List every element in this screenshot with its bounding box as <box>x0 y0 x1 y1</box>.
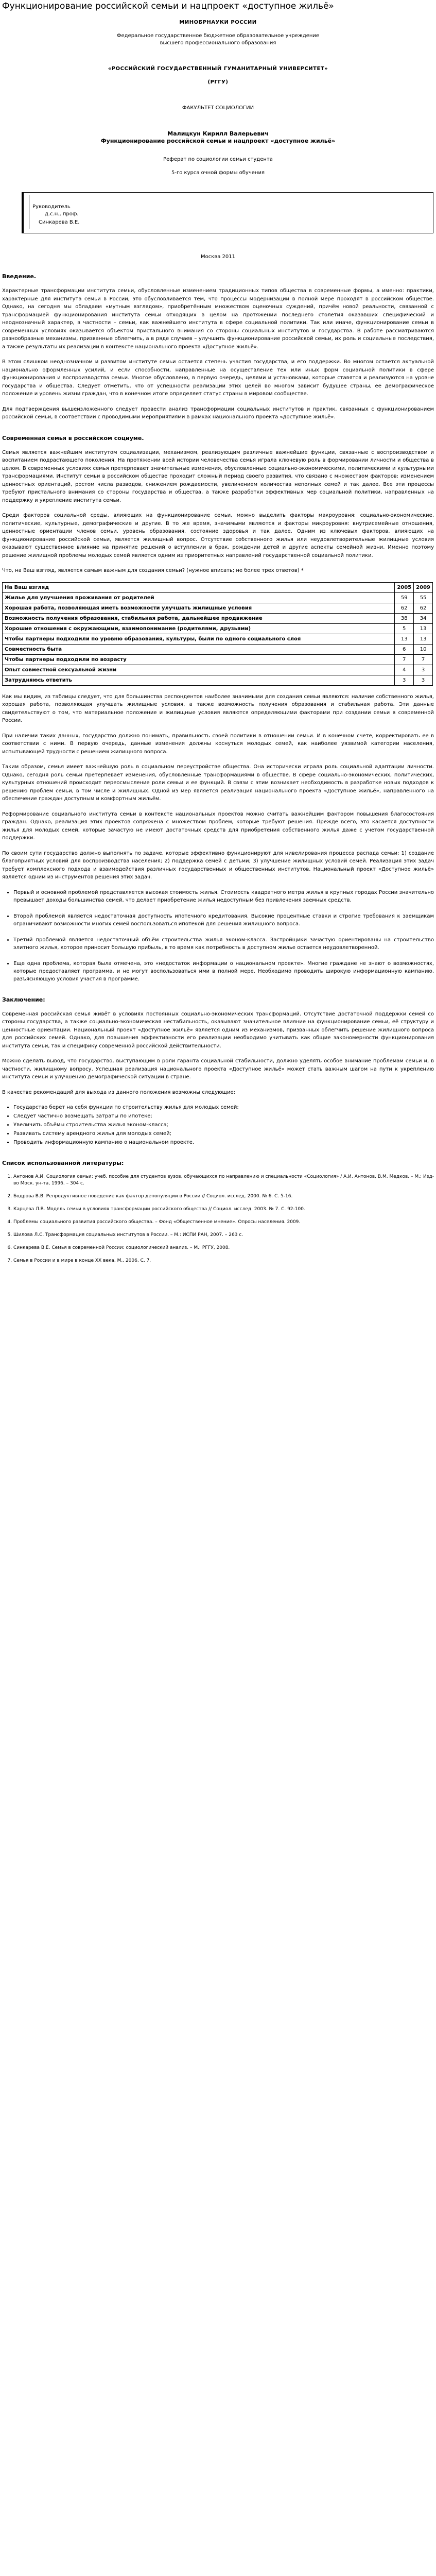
conclusion-paragraph-1: Современная российская семья живёт в условиях постоянных социально-экономических трансформаций. Отсутствие достаточной поддержки семей со стороны государства, а также социально-экономическая нестабильность, оказывают значительное влияние на функционирование семьи, её структуру и ценностные ориентации. Национальный проект «Доступное жильё» является одним из механизмов, призванных облегчить решение жилищного вопроса для российских семей. Однако, для повышения эффективности его реализации необходимо учитывать как общие закономерности функционирования института семьи, так и специфику современной российской действительности. <box>2 1011 434 1049</box>
list-item: • Увеличить объёмы строительства жилья эконом-класса; <box>13 1121 434 1129</box>
table-row <box>3 603 433 613</box>
table-cell-label: Чтобы партнеры подходили по возрасту <box>3 654 395 665</box>
table-cell-2005: 5 <box>395 623 414 634</box>
table-cell-label: Затрудняюсь ответить <box>3 675 395 685</box>
table-row <box>3 613 433 623</box>
table-cell-2009: 13 <box>414 634 433 644</box>
reference-item: 4. Проблемы социального развития российского общества. – Фонд «Общественное мнение». Опросы населения. 2009. <box>13 1219 434 1226</box>
university-name: «РОССИЙСКИЙ ГОСУДАРСТВЕННЫЙ ГУМАНИТАРНЫЙ УНИВЕРСИТЕТ» <box>108 66 328 72</box>
list-item: • Первый и основной проблемой представляется высокая стоимость жилья. Стоимость квадратного метра жилья в крупных городах России значительно превышает доходы большинства семей, что делает приобретение жилья недоступным без привлечения заемных средств. <box>13 889 434 904</box>
survey-table <box>2 582 433 686</box>
table-row <box>3 665 433 675</box>
conclusion-paragraph-2: Можно сделать вывод, что государство, выступающим в роли гаранта социальной стабильности, должно уделять особое внимание проблемам семьи и, в частности, жилищному вопросу. Успешная реализация национального проекта «Доступное жильё» может стать важным шагом на пути к укреплению института семьи и улучшению демографической ситуации в стране. <box>2 1058 434 1080</box>
reference-item: 6. Синкарева В.Е. Семья в современной России: социологический анализ. – М.: РГГУ, 2008. <box>13 1245 434 1251</box>
table-cell-label: Возможность получения образования, стабильная работа, дальнейшее продвижение <box>3 613 395 623</box>
intro-paragraph-2: В этом слишком неоднозначном и развитом институте семьи остается степень участия государства, и его поддержки. Во многом остается актуальной национально оформленных усилий, и если способности, направленные на осуществление тех или иных форм социальной политики в сфере функционирования и воспроизводства семьи. Многое обусловлено, в первую очередь, целями и установками, которые ставятся и реализуются на уровне государства и общества. Следует отметить, что от успешности реализации этих целей во многом зависит будущее страны, ее демографическое положение и уровень жизни граждан, что в конечном итоге определяет статус страны в мировом сообществе. <box>2 359 434 397</box>
table-cell-2005: 4 <box>395 665 414 675</box>
supervisor-inner <box>29 195 94 229</box>
table-cell-2005: 7 <box>395 654 414 665</box>
intro-paragraph-3: Для подтверждения вышеизложенного следует провести анализ трансформации социальных институтов и практик, связанных с функционированием российской семьи, в соответствии с проводимыми мероприятиями в рамках национального проекта «доступное жильё». <box>2 406 434 420</box>
reference-item: 5. Шилова Л.С. Трансформация социальных институтов в России. – М.: ИСПИ РАН, 2007. – 263 с. <box>13 1232 434 1239</box>
table-header-label: На Ваш взгляд <box>3 582 395 592</box>
table-cell-2009: 3 <box>414 665 433 675</box>
supervisor-signature: Синкарева В.Е. <box>39 219 80 225</box>
table-cell-2005: 38 <box>395 613 414 623</box>
ministry-name: МИНОБРНАУКИ РОССИИ <box>179 20 257 25</box>
table-row <box>3 644 433 654</box>
agency-line-1: Федеральное государственное бюджетное образовательное учреждение <box>116 33 320 39</box>
survey-question: Что, на Ваш взгляд, является самым важным для создания семьи? (нужное вписать; не более трех ответов) * <box>2 568 304 573</box>
table-header-year-2005: 2005 <box>395 582 414 592</box>
faculty-name: ФАКУЛЬТЕТ СОЦИОЛОГИИ <box>182 105 254 111</box>
supervisor-label: Руководитель <box>32 204 71 210</box>
list-item: • Третий проблемой является недостаточный объём строительства жилья эконом-класса. Застройщики зачастую ориентированы на строительство элитного жилья, которое приносит большую прибыль, в то время как потребность в доступном жилье остается неудовлетворенной. <box>13 936 434 952</box>
table-cell-2005: 62 <box>395 603 414 613</box>
table-body <box>3 592 433 685</box>
table-cell-label: Совместность быта <box>3 644 395 654</box>
city-year: Москва 2011 <box>201 254 235 260</box>
table-header-year-2009: 2009 <box>414 582 433 592</box>
family-section-heading: Современная семья в российском социуме. <box>2 434 144 442</box>
reference-item: 7. Семья в России и в мире в конце XX века. М., 2006. С. 7. <box>13 1258 434 1264</box>
problems-list <box>2 889 434 983</box>
table-cell-label: Жилье для улучшения проживания от родителей <box>3 592 395 603</box>
author-name: Малицкун Кирилл Валерьевич <box>167 130 269 137</box>
conclusion-paragraph-3: В качестве рекомендаций для выхода из данного положения возможны следующие: <box>2 1089 235 1095</box>
reference-item: 2. Бодрова В.В. Репродуктивное поведение как фактор депопуляции в России // Социол. исслед. 2000. № 6. С. 5-16. <box>13 1193 434 1200</box>
after-table-paragraph-3: Таким образом, семья имеет важнейшую роль в социальном переустройстве общества. Она исторически играла роль социальной адаптации личности. Однако, сегодня роль семьи претерпевает изменения, обусловленные трансформациями в обществе. В сфере социально-экономических, политических, культурных отношений происходит переосмысление роли семьи и ее функций. В связи с этим возникает необходимость в разработке новых подходов к решению проблем семьи, в том числе и жилищных. Одной из мер является реализация национального проекта «Доступное жильё», направленного на обеспечение граждан доступным и комфортным жильём. <box>2 764 434 802</box>
list-item: • Проводить информационную кампанию о национальном проекте. <box>13 1139 434 1146</box>
recommendations-list <box>2 1104 434 1146</box>
table-cell-2005: 3 <box>395 675 414 685</box>
table-header-row <box>3 582 433 592</box>
table-cell-2009: 62 <box>414 603 433 613</box>
document-page <box>0 1 436 1264</box>
university-short-name: (РГГУ) <box>207 79 229 85</box>
table-cell-2005: 6 <box>395 644 414 654</box>
list-item: • Государство берёт на себя функции по строительству жилья для молодых семей; <box>13 1104 434 1111</box>
family-paragraph-1: Семья является важнейшим институтом социализации, механизмом, реализующим различные важнейшие функции, связанные с воспроизводством и воспитанием подрастающего поколения. На протяжении всей истории человечества семья играла ключевую роль в формировании личности и общества в целом. В современных условиях семья претерпевает значительные изменения, обусловленные социально-экономическими, политическими и культурными трансформациями. Институт семьи в российском обществе проходит сложный период своего развития, что связано с множеством факторов: изменением ценностных ориентаций, ростом числа разводов, снижением рождаемости, увеличением количества неполных семей и так далее. Все эти процессы требуют пристального внимания со стороны государства и общества, а также разработки эффективных мер социальной политики, направленных на поддержку и укрепление института семьи. <box>2 449 434 503</box>
table-cell-2005: 59 <box>395 592 414 603</box>
supervisor-degree: д.с.н., проф. <box>45 211 79 217</box>
table-cell-label: Опыт совместной сексуальной жизни <box>3 665 395 675</box>
course-line: 5-го курса очной формы обучения <box>171 170 265 176</box>
references-list <box>2 1174 434 1264</box>
conclusion-heading: Заключение: <box>2 996 45 1003</box>
table-cell-label: Хорошие отношения с окружающими, взаимопонимание (родителями, друзьями) <box>3 623 395 634</box>
table-cell-2009: 10 <box>414 644 433 654</box>
title-page-header <box>0 19 436 177</box>
table-row <box>3 634 433 644</box>
table-cell-label: Хорошая работа, позволяющая иметь возможности улучшать жилищные условия <box>3 603 395 613</box>
document-title: Функционирование российской семьи и нацпроект «доступное жильё» <box>2 1 334 11</box>
table-row <box>3 623 433 634</box>
list-item: • Еще одна проблема, которая была отмечена, это «недостаток информации о национальном проекте». Многие граждане не знают о возможностях, которые предоставляет программа, и не могут воспользоваться ими в полной мере. Необходимо проводить широкую информационную кампанию, разъясняющую условия участия в программе. <box>13 960 434 983</box>
work-type: Реферат по социологии семьи студента <box>163 157 273 162</box>
table-cell-2009: 34 <box>414 613 433 623</box>
after-table-paragraph-1: Как мы видим, из таблицы следует, что для большинства респондентов наиболее значимыми для создания семьи являются: наличие собственного жилья, хорошая работа, позволяющая улучшать жилищные условия, а также возможность получения образования и стабильная работа. Эти данные свидетельствуют о том, что материальное положение и жилищные условия являются определяющими факторами при создании семьи в современной России. <box>2 693 434 723</box>
after-table-paragraph-5: По своим сути государство должно выполнять по задаче, которые эффективно функционируют для нивелирования процесса распада семьи: 1) создание благоприятных условий для воспроизводства населения; 2) поддержка семей с детьми; 3) улучшение жилищных условий семей. Реализация этих задач требует комплексного подхода и взаимодействия различных государственных и общественных институтов. Национальный проект «Доступное жильё» является одним из инструментов решения этих задач. <box>2 850 434 880</box>
table-cell-2009: 55 <box>414 592 433 603</box>
after-table-paragraph-4: Реформирование социального института семьи в контексте национальных проектов можно считать важнейшим фактором повышения благосостояния граждан. Однако, реализация этих проектов сопряжена с множеством проблем, которые требуют решения. Прежде всего, это касается доступности жилья для молодых семей, которые зачастую не имеют достаточных средств для приобретения собственного жилья даже с учетом государственной поддержки. <box>2 811 434 841</box>
table-row <box>3 592 433 603</box>
intro-paragraph-1: Характерные трансформации института семьи, обусловленные изменением традиционных типов общества в современные формы, а именно: практики, характерные для института семьи в России, это обусловливается тем, что процессы модернизации в полной мере проходят в российском обществе. Однако, на сегодня мы обладаем «мутным взглядом», приобретённым множеством оценочных суждений, причём новой реальности, связанной с трансформацией функционирования института семьи отходящих в целом на протяжении последнего столетия оказавших специфический и неоднозначный характер, в частности – семьи, как важнейшего института в сфере социальной политики. Так или иначе, функционирование семьи в современных условиях оказывается объектом пристального внимания со стороны социальных институтов и государства. В работе рассматриваются разнообразные механизмы, призванные облегчить, а в ряде случаев – улучшить функционирование российской семьи, их роль и социальные последствия, а также результаты их реализации в контексте национального проекта «Доступное жильё». <box>2 288 434 350</box>
list-item: • Развивать систему арендного жилья для молодых семей; <box>13 1130 434 1138</box>
table-cell-2005: 13 <box>395 634 414 644</box>
list-item: • Следует частично возмещать затраты по ипотеке; <box>13 1112 434 1120</box>
table-cell-2009: 13 <box>414 623 433 634</box>
agency-line-2: высшего профессионального образования <box>160 40 276 46</box>
intro-heading: Введение. <box>2 273 37 280</box>
work-title: Функционирование российской семьи и нацпроект «доступное жильё» <box>100 138 336 144</box>
table-cell-label: Чтобы партнеры подходили по уровню образования, культуры, были по одного социального слоя <box>3 634 395 644</box>
family-paragraph-2: Среди факторов социальной среды, влияющих на функционирование семьи, можно выделить факторы макроуровня: социально-экономические, политические, культурные, демографические и другие. В то же время, значимыми являются и факторы микроуровня: внутрисемейные отношения, ценностные ориентации членов семьи, уровень образования, состояние здоровья и так далее. Одним из ключевых факторов, влияющих на функционирование российской семьи, является жилищный вопрос. Отсутствие собственного жилья или неудовлетворительные жилищные условия оказывают существенное влияние на принятие решений о вступлении в брак, рождении детей и другие аспекты семейной жизни. Именно поэтому решение жилищной проблемы молодых семей является одним из приоритетных направлений государственной социальной политики. <box>2 513 434 558</box>
table-row <box>3 654 433 665</box>
references-heading: Список использованной литературы: <box>2 1160 124 1166</box>
after-table-paragraph-2: При наличии таких данных, государство должно понимать, правильность своей политики в отношении семьи. И в конечном счете, корректировать ее в соответствии с ними. В первую очередь, данные изменения должны коснуться молодых семей, как наиболее уязвимой категории населения, испытывающей трудности с решением жилищного вопроса. <box>2 733 434 755</box>
table-cell-2009: 3 <box>414 675 433 685</box>
supervisor-box <box>22 192 433 233</box>
reference-item: 3. Карцева Л.В. Модель семьи в условиях трансформации российского общества // Социол. исслед. 2003. № 7. С. 92-100. <box>13 1206 434 1213</box>
table-cell-2009: 7 <box>414 654 433 665</box>
list-item: • Второй проблемой является недостаточная доступность ипотечного кредитования. Высокие процентные ставки и строгие требования к заемщикам ограничивают возможности многих семей воспользоваться ипотекой для решения жилищного вопроса. <box>13 912 434 928</box>
table-row <box>3 675 433 685</box>
reference-item: 1. Антонов А.И. Социология семьи: учеб. пособие для студентов вузов, обучающихся по направлению и специальности «Социология» / А.И. Антонов, В.М. Медков. – М.: Изд-во Моск. ун-та, 1996. – 304 с. <box>13 1174 434 1187</box>
